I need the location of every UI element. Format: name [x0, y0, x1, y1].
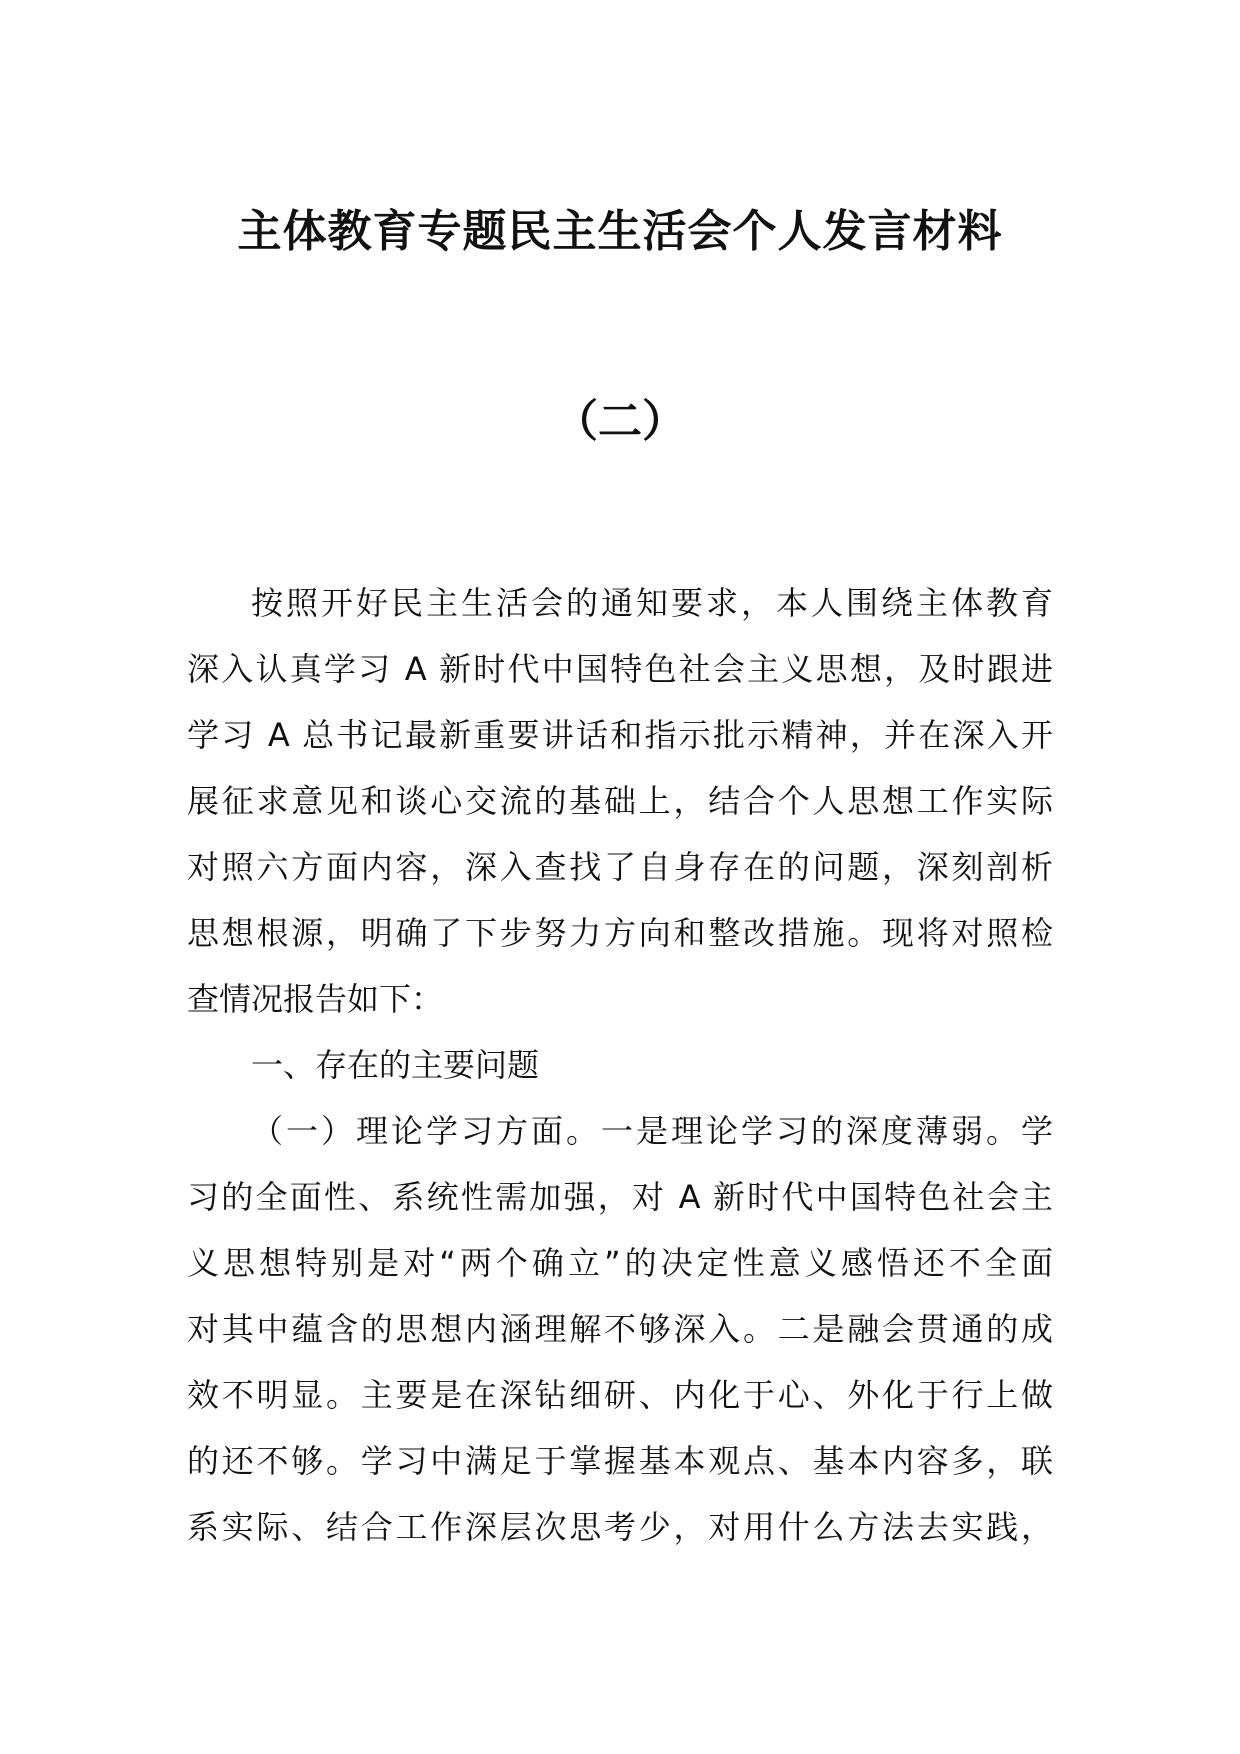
paragraph-line: 按照开好民主生活会的通知要求，本人围绕主体教育: [251, 584, 1053, 622]
paragraph-line: 展征求意见和谈心交流的基础上，结合个人思想工作实际: [187, 782, 1053, 820]
paragraph-line: 对照六方面内容，深入查找了自身存在的问题，深刻剖析: [187, 848, 1053, 886]
document-title: 主体教育专题民主生活会个人发言材料: [237, 206, 1003, 257]
paragraph-line: 查情况报告如下：: [187, 980, 444, 1018]
document-subtitle: （二）: [554, 396, 686, 447]
paragraph-line: 习的全面性、系统性需加强，对 A 新时代中国特色社会主: [187, 1178, 1053, 1216]
paragraph-line: 思想根源，明确了下步努力方向和整改措施。现将对照检: [187, 914, 1053, 952]
paragraph-line: 系实际、结合工作深层次思考少，对用什么方法去实践，: [187, 1508, 1053, 1546]
paragraph-line: 深入认真学习 A 新时代中国特色社会主义思想，及时跟进: [187, 650, 1053, 688]
paragraph-line: 的还不够。学习中满足于掌握基本观点、基本内容多，联: [187, 1442, 1053, 1480]
paragraph-line: 学习 A 总书记最新重要讲话和指示批示精神，并在深入开: [187, 716, 1053, 754]
paragraph-line: （一）理论学习方面。一是理论学习的深度薄弱。学: [251, 1112, 1053, 1150]
document-body: [187, 570, 1053, 1560]
section-heading: 一、存在的主要问题: [251, 1046, 540, 1084]
paragraph-line: 义思想特别是对“两个确立”的决定性意义感悟还不全面: [187, 1244, 1053, 1282]
paragraph-line: 效不明显。主要是在深钻细研、内化于心、外化于行上做: [187, 1376, 1053, 1414]
paragraph-line: 对其中蕴含的思想内涵理解不够深入。二是融会贯通的成: [187, 1310, 1053, 1348]
